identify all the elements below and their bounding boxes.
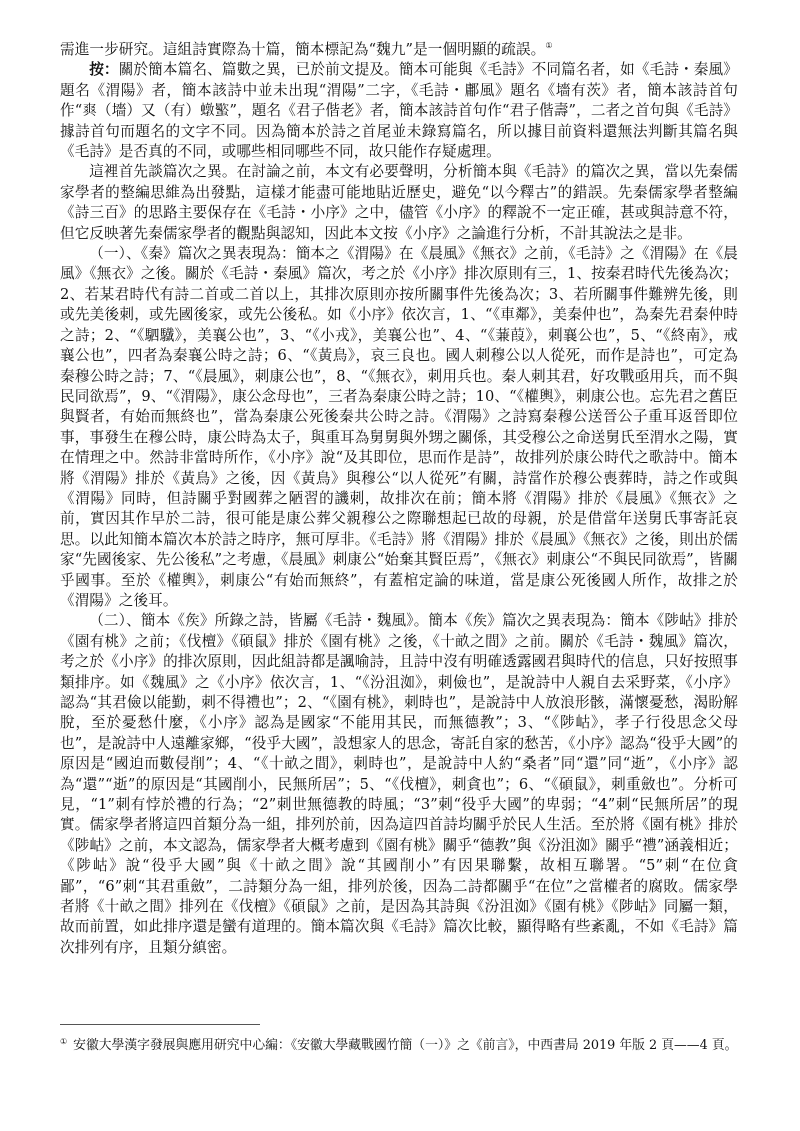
paragraph-text: 需進一步研究。這組詩實際為十篇，簡本標記為“魏九”是一個明顯的疏誤。 <box>60 41 546 58</box>
paragraph-wei-section <box>60 611 738 958</box>
paragraph-text: （一）、《秦》篇次之異表現為：簡本之《渭陽》在《晨風》《無衣》之前，《毛詩》之《渭陽》在《晨風》《無衣》之後。關於《毛詩・秦風》篇次，考之於《小序》排次原則有三，1、按秦君時代先後為次；2、若某君時代有詩二首或二首以上，其排次原則亦按所關事件先後為次；3、若所關事件難辨先後，則或先美後刺，或先國後家，或先公後私。如《小序》依次言，1、“《車鄰》，美秦仲也”，為秦先君秦仲時之詩；2、“《駟驖》，美襄公也”，3、“《小戎》，美襄公也”、4、“《蒹葭》，刺襄公也”，5、“《終南》，戒襄公也”，四者為秦襄公時之詩；6、“《黃鳥》，哀三良也。國人刺穆公以人從死，而作是詩也”，可定為秦穆公時之詩；7、“《晨風》，刺康公也”，8、“《無衣》，刺用兵也。秦人刺其君，好攻戰亟用兵，而不與民同欲焉”，9、“《渭陽》，康公念母也”，三者為秦康公時之詩；10、“《權輿》，刺康公也。忘先君之舊臣與賢者，有始而無終也”，當為秦康公死後秦共公時之詩。《渭陽》之詩寫秦穆公送晉公子重耳返晉即位事，事發生在穆公時，康公時為太子，與重耳為舅舅與外甥之關係，其受穆公之命送舅氏至渭水之陽，實在情理之中。然詩非當時所作，《小序》說“及其即位，思而作是詩”，故排列於康公時代之歌詩中。簡本將《渭陽》排於《黃鳥》之後，因《黃鳥》與穆公“以人從死”有關，詩當作於穆公喪葬時，詩之作或與《渭陽》同時，但詩關乎對國葬之陋習的譏刺，故排次在前；簡本將《渭陽》排於《晨風》《無衣》之前，實因其作早於二詩，很可能是康公葬父親穆公之際聯想起已故的母親，於是借當年送舅氏事寄託哀思。以此知簡本篇次本於詩之時序，無可厚非。《毛詩》將《渭陽》排於《晨風》《無衣》之後，則出於儒家“先國後家、先公後私”之考慮，《晨風》刺康公“始棄其賢臣焉”，《無衣》刺康公“不與民同欲焉”，皆關乎國事。至於《權輿》，刺康公“有始而無終”，有蓋棺定論的味道，當是康公死後國人所作，故排之於《渭陽》之後耳。 <box>60 245 739 609</box>
footnote-reference[interactable]: ① <box>545 41 553 51</box>
paragraph-order-intro <box>60 162 738 244</box>
paragraph-continuation <box>60 40 738 60</box>
paragraph-note <box>60 60 738 162</box>
paragraph-text: 關於簡本篇名、篇數之異，已於前文提及。簡本可能與《毛詩》不同篇名者，如《毛詩・秦風》題名《渭陽》者，簡本該詩中並未出現“渭陽”二字，《毛詩・鄘風》題名《墻有茨》者，簡本該詩首句作“𤕤（墻）又（有）𧑒𧓃”，題名《君子偕老》者，簡本該詩首句作“君子偕壽”，二者之首句與《毛詩》據詩首句而題名的文字不同。因為簡本於詩之首尾並未錄寫篇名，所以據目前資料還無法判斷其篇名與《毛詩》是否真的不同，或哪些相同哪些不同，故只能作存疑處理。 <box>60 61 738 161</box>
paragraph-lead: 按： <box>89 61 119 79</box>
footnote-text: 安徽大學漢字發展與應用研究中心編：《安徽大學藏戰國竹簡（一）》之《前言》，中西書局 2019 年版 2 頁——4 頁。 <box>73 1038 738 1053</box>
body-text <box>60 40 738 958</box>
footnote-marker: ① <box>60 1036 68 1046</box>
paragraph-text: （二）、簡本《矦》所錄之詩，皆屬《毛詩・魏風》。簡本《矦》篇次之異表現為：簡本《陟岵》排於《園有桃》之前；《伐檀》《碩鼠》排於《園有桃》之後，《十畝之間》之前。關於《毛詩・魏風》篇次，考之於《小序》的排次原則，因此組詩都是諷喻詩，且詩中沒有明確透露國君與時代的信息，只好按照事類排序。如《魏風》之《小序》依次言，1、“《汾沮洳》，刺儉也”，是說詩中人親自去采野菜，《小序》認為“其君儉以能勤，刺不得禮也”；2、“《園有桃》，刺時也”，是說詩中人放浪形骸，滿懷憂愁，渴盼解脫，至於憂愁什麼，《小序》認為是國家“不能用其民，而無德教”；3、“《陟岵》，孝子行役思念父母也”，是說詩中人遠離家鄉，“役乎大國”，設想家人的思念，寄託自家的愁苦，《小序》認為“役乎大國”的原因是“國迫而數侵削”；4、“《十畝之間》，刺時也”，是說詩中人約“桑者”同“還”同“逝”，《小序》認為“還”“逝”的原因是“其國削小，民無所居”；5、“《伐檀》，刺貪也”；6、“《碩鼠》，刺重斂也”。分析可見，“1”刺有悖於禮的行為；“2”刺世無德教的時風；“3”刺“役乎大國”的卑弱；“4”刺“民無所居”的現實。儒家學者將這四首類分為一組，排列於前，因為這四首詩均關乎於民人生活。至於將《園有桃》排於《陟岵》之前，本文認為，儒家學者大概考慮到《園有桃》關乎“德教”與《汾沮洳》關乎“禮”涵義相近；《陟岵》說“役乎大國”與《十畝之間》說“其國削小”有因果聯繫，故相互聯署。“5”刺“在位貪鄙”，“6”刺“其君重斂”，二詩類分為一組，排列於後，因為二詩都關乎“在位”之當權者的腐敗。儒家學者將《十畝之間》排列在《伐檀》《碩鼠》之前，是因為其詩與《汾沮洳》《園有桃》《陟岵》同屬一類，故而前置，如此排序還是蠻有道理的。簡本篇次與《毛詩》篇次比較，顯得略有些紊亂，不如《毛詩》篇次排列有序，且類分縝密。 <box>60 612 738 956</box>
paragraph-qin-section <box>60 244 738 611</box>
footnote <box>60 1036 738 1055</box>
footnote-divider <box>60 1024 260 1025</box>
paragraph-text: 這裡首先談篇次之異。在討論之前，本文有必要聲明，分析簡本與《毛詩》的篇次之異，當以先秦儒家學者的整編思維為出發點，這樣才能盡可能地貼近歷史，避免“以今釋古”的錯誤。先秦儒家學者整編《詩三百》的思路主要保存在《毛詩・小序》之中，儘管《小序》的釋說不一定正確，甚或與詩意不符，但它反映著先秦儒家學者的觀點與認知，因此本文按《小序》之論進行分析，不計其說法之是非。 <box>60 163 738 242</box>
